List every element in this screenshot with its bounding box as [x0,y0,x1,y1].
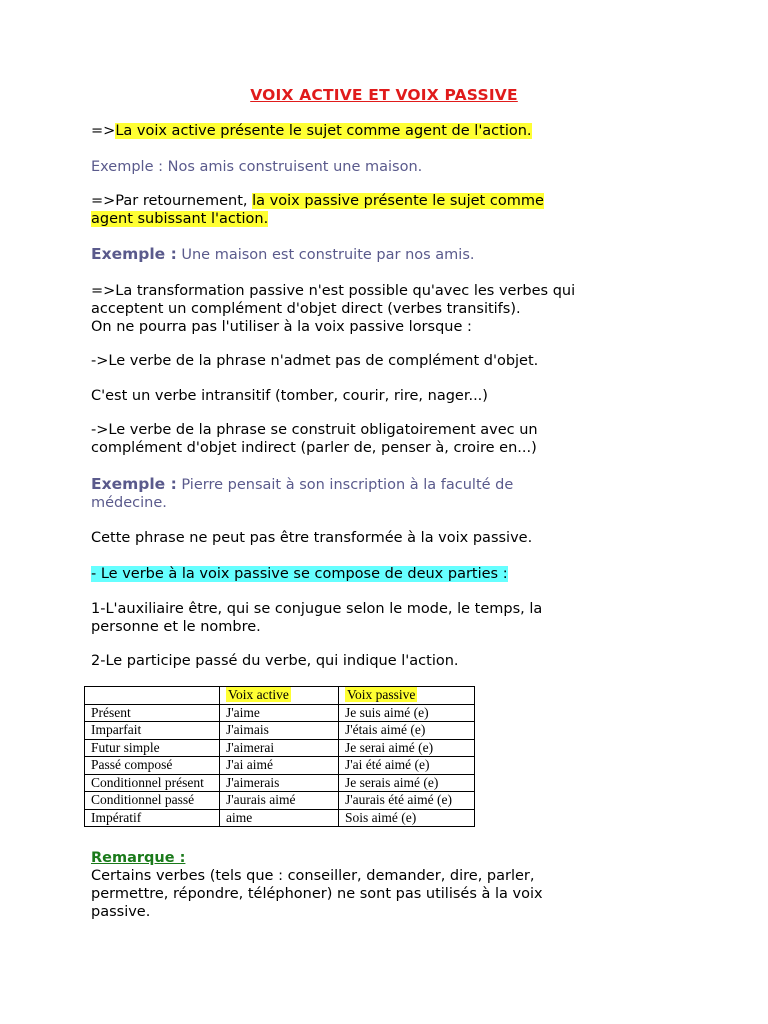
line: permettre, répondre, téléphoner) ne sont pas utilisés à la voix [91,886,543,902]
active-cell: J'aimais [220,722,339,740]
active-cell: J'aimerai [220,739,339,757]
line: =>La transformation passive n'est possible qu'avec les verbes qui [91,283,576,299]
passive-cell: Je serai aimé (e) [339,739,475,757]
passive-cell: J'ai été aimé (e) [339,757,475,775]
example-label: Exemple : [91,245,177,263]
remarque-section [91,849,691,921]
passive-cell: Sois aimé (e) [339,809,475,827]
page-title: VOIX ACTIVE ET VOIX PASSIVE [250,86,518,104]
passive-cell: J'étais aimé (e) [339,722,475,740]
paragraph-participle: 2-Le participe passé du verbe, qui indique l'action. [91,653,459,669]
paragraph-intransitive: C'est un verbe intransitif (tomber, courir, rire, nager...) [91,388,488,404]
example-text-cont: médecine. [91,495,167,511]
paragraph-transformation [91,282,691,336]
table-row [85,722,475,740]
line: passive. [91,904,151,920]
tense-cell: Futur simple [85,739,220,757]
arrow-marker: => [91,123,116,139]
example-text: Pierre pensait à son inscription à la faculté de [176,477,514,493]
active-cell: J'ai aimé [220,757,339,775]
table-header-cell [339,687,475,705]
paragraph-active-voice [91,122,691,140]
header-passive: Voix passive [347,687,416,703]
highlighted-heading: - Le verbe à la voix passive se compose de deux parties : [91,566,508,582]
line: 1-L'auxiliaire être, qui se conjugue selon le mode, le temps, la [91,601,543,617]
table-header-cell [220,687,339,705]
table-row [85,739,475,757]
example-text: Une maison est construite par nos amis. [176,247,475,263]
paragraph-cannot-transform: Cette phrase ne peut pas être transformée à la voix passive. [91,530,533,546]
paragraph-indirect-object [91,421,691,457]
paragraph-passive-voice [91,192,691,228]
table-header-cell [85,687,220,705]
line: personne et le nombre. [91,619,261,635]
passive-cell: J'aurais été aimé (e) [339,792,475,810]
highlighted-definition: La voix active présente le sujet comme agent de l'action. [115,123,532,139]
passive-cell: Je serais aimé (e) [339,774,475,792]
tense-cell: Conditionnel présent [85,774,220,792]
passive-cell: Je suis aimé (e) [339,704,475,722]
remarque-label: Remarque : [91,850,186,866]
example-active: Exemple : Nos amis construisent une maison. [91,159,423,175]
example-label: Exemple : [91,475,177,493]
conjugation-table [84,686,475,827]
tense-cell: Imparfait [85,722,220,740]
table-header-row [85,687,475,705]
active-cell: J'aimerais [220,774,339,792]
table-row [85,809,475,827]
active-cell: aime [220,809,339,827]
example-indirect [91,475,691,512]
tense-cell: Impératif [85,809,220,827]
line: Certains verbes (tels que : conseiller, demander, dire, parler, [91,868,535,884]
table-row [85,774,475,792]
highlighted-definition-2: agent subissant l'action. [91,211,269,227]
line: ->Le verbe de la phrase se construit obligatoirement avec un [91,422,538,438]
active-cell: J'aurais aimé [220,792,339,810]
table-row [85,704,475,722]
line: complément d'objet indirect (parler de, penser à, croire en...) [91,440,537,456]
tense-cell: Passé composé [85,757,220,775]
example-passive [91,245,691,264]
paragraph-two-parts [91,565,691,583]
header-active: Voix active [228,687,289,703]
tense-cell: Présent [85,704,220,722]
tense-cell: Conditionnel passé [85,792,220,810]
active-cell: J'aime [220,704,339,722]
paragraph-auxiliary [91,600,691,636]
highlighted-definition-1: la voix passive présente le sujet comme [252,193,544,209]
table-row [85,792,475,810]
paragraph-no-object: ->Le verbe de la phrase n'admet pas de complément d'objet. [91,353,539,369]
line: acceptent un complément d'objet direct (verbes transitifs). [91,301,521,317]
table-row [85,757,475,775]
paragraph-prefix: =>Par retournement, [91,193,253,209]
line: On ne pourra pas l'utiliser à la voix passive lorsque : [91,319,472,335]
